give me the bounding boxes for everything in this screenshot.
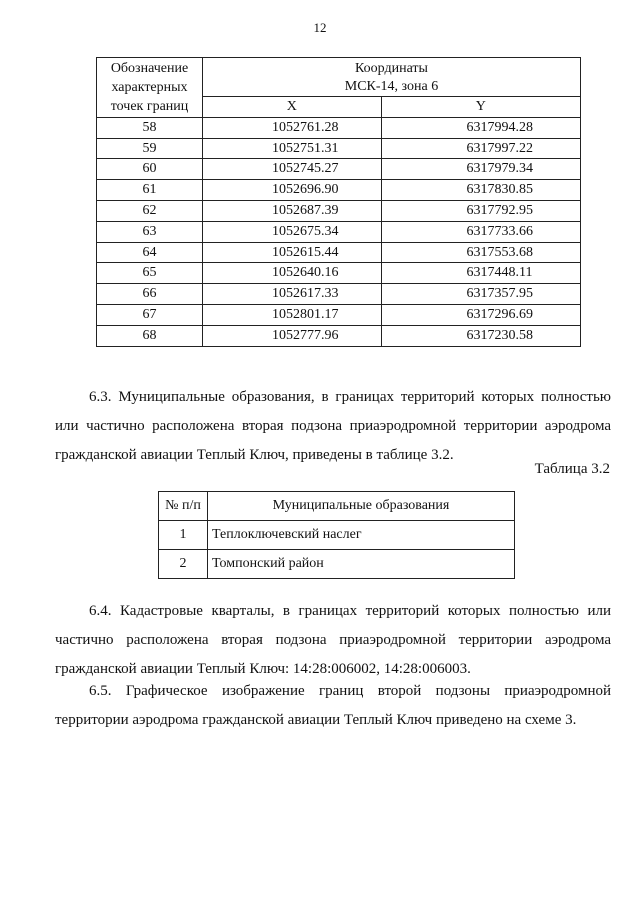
- point-cell: 67: [97, 304, 203, 325]
- paragraph-6-4-text: 6.4. Кадастровые кварталы, в границах территорий которых полностью или частично расположена вторая подзона приаэродромной территории аэродрома гражданской авиации Теплый Ключ: 14:28:006002, 14:28:006003.: [55, 603, 611, 677]
- number-cell: 1: [159, 521, 208, 550]
- coordinates-header-line: МСК-14, зона 6: [344, 79, 439, 94]
- x-header: X: [203, 97, 382, 118]
- table-row: [97, 159, 581, 180]
- page-number: 12: [313, 20, 327, 35]
- designation-header-line: характерных: [111, 80, 188, 95]
- designation-header-line: Обозначение: [110, 61, 189, 76]
- point-cell: 63: [97, 221, 203, 242]
- paragraph-6-5-text: 6.5. Графическое изображение границ второй подзоны приаэродромной территории аэродрома гражданской авиации Теплый Ключ приведено на схеме 3.: [55, 683, 611, 728]
- x-cell: 1052615.44: [203, 242, 382, 263]
- coordinates-header-row: [97, 58, 581, 97]
- y-cell: 6317230.58: [381, 325, 580, 346]
- point-cell: 61: [97, 180, 203, 201]
- coordinates-header: [203, 58, 581, 97]
- paragraph-6-3: [55, 383, 611, 470]
- table-row: [97, 117, 581, 138]
- table-row: [97, 138, 581, 159]
- coordinates-header-line: Координаты: [355, 61, 428, 76]
- paragraph-6-3-text: 6.3. Муниципальные образования, в границах территорий которых полностью или частично расположена вторая подзона приаэродромной территории аэродрома гражданской авиации Теплый Ключ, приведены в таблице 3.2.: [55, 389, 611, 463]
- y-header: Y: [381, 97, 580, 118]
- table-row: [97, 180, 581, 201]
- point-cell: 64: [97, 242, 203, 263]
- point-cell: 68: [97, 325, 203, 346]
- y-cell: 6317830.85: [381, 180, 580, 201]
- table-caption: Таблица 3.2: [534, 461, 610, 477]
- table-row: [97, 304, 581, 325]
- y-cell: 6317994.28: [381, 117, 580, 138]
- y-cell: 6317553.68: [381, 242, 580, 263]
- point-cell: 60: [97, 159, 203, 180]
- table-row: [159, 550, 515, 579]
- y-cell: 6317357.95: [381, 284, 580, 305]
- x-cell: 1052801.17: [203, 304, 382, 325]
- y-cell: 6317997.22: [381, 138, 580, 159]
- number-cell: 2: [159, 550, 208, 579]
- table-row: [97, 325, 581, 346]
- table-row: [97, 221, 581, 242]
- point-cell: 62: [97, 200, 203, 221]
- municipalities-table-body: [159, 521, 515, 579]
- x-cell: 1052640.16: [203, 263, 382, 284]
- x-cell: 1052696.90: [203, 180, 382, 201]
- table-row: [97, 242, 581, 263]
- y-cell: 6317792.95: [381, 200, 580, 221]
- x-cell: 1052751.31: [203, 138, 382, 159]
- y-cell: 6317979.34: [381, 159, 580, 180]
- point-cell: 58: [97, 117, 203, 138]
- y-cell: 6317448.11: [381, 263, 580, 284]
- municipalities-table: [158, 491, 515, 579]
- municipalities-header-row: [159, 492, 515, 521]
- x-cell: 1052617.33: [203, 284, 382, 305]
- table-row: [97, 200, 581, 221]
- coordinates-table-body: [97, 117, 581, 346]
- y-cell: 6317296.69: [381, 304, 580, 325]
- point-cell: 65: [97, 263, 203, 284]
- municipality-header: Муниципальные образования: [208, 492, 515, 521]
- coordinates-table: [96, 57, 581, 347]
- paragraph-6-4: [55, 597, 611, 684]
- paragraph-6-5: [55, 677, 611, 735]
- x-cell: 1052761.28: [203, 117, 382, 138]
- x-cell: 1052777.96: [203, 325, 382, 346]
- table-row: [97, 284, 581, 305]
- x-cell: 1052675.34: [203, 221, 382, 242]
- y-cell: 6317733.66: [381, 221, 580, 242]
- municipality-cell: Теплоключевский наслег: [208, 521, 515, 550]
- point-cell: 59: [97, 138, 203, 159]
- point-cell: 66: [97, 284, 203, 305]
- designation-header-line: точек границ: [110, 99, 189, 114]
- designation-header: [97, 58, 203, 118]
- x-cell: 1052687.39: [203, 200, 382, 221]
- table-row: [159, 521, 515, 550]
- municipality-cell: Томпонский район: [208, 550, 515, 579]
- x-cell: 1052745.27: [203, 159, 382, 180]
- table-row: [97, 263, 581, 284]
- number-header: № п/п: [159, 492, 208, 521]
